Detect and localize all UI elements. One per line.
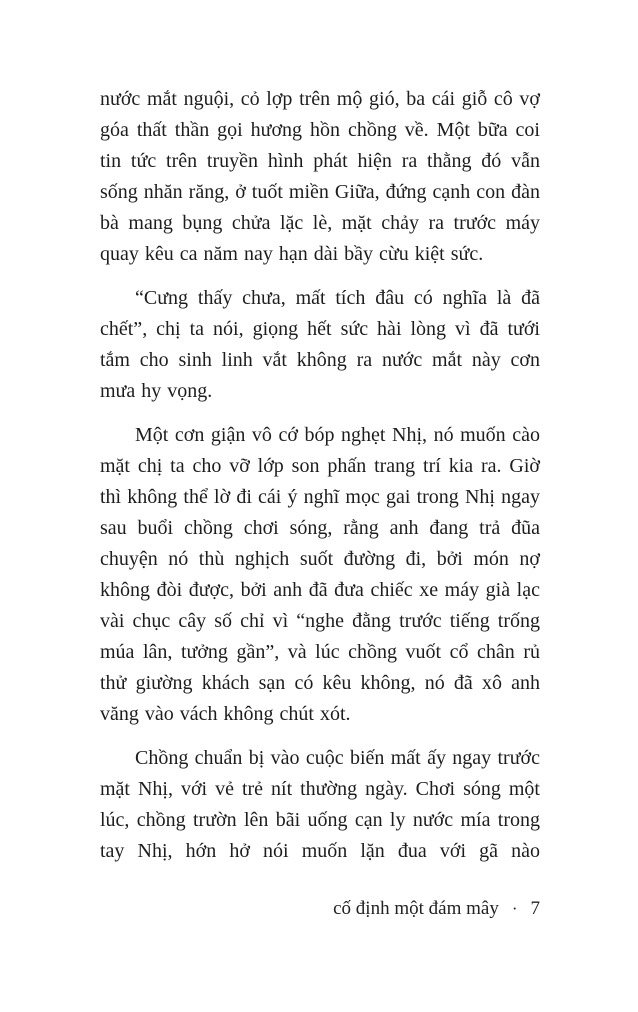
paragraph: nước mắt nguội, cỏ lợp trên mộ gió, ba cái giỗ cô vợ góa thất thần gọi hương hồn chồng về. Một bữa coi tin tức trên truyền hình phát hiện ra thằng đó vẫn sống nhăn răng, ở tuốt miền Giữa, đứng cạnh con đàn bà mang bụng chửa lặc lè, mặt chảy ra trước máy quay kêu ca năm nay hạn dài bầy cừu kiệt sức. [100,88,540,265]
footer-separator-dot: · [511,899,518,918]
paragraph: Một cơn giận vô cớ bóp nghẹt Nhị, nó muốn cào mặt chị ta cho vỡ lớp son phấn trang trí kia ra. Giờ thì không thể lờ đi cái ý nghĩ mọc gai trong Nhị ngay sau buổi chồng chơi sóng, rằng anh đang trả đũa chuyện nó thù nghịch suốt đường đi, bởi món nợ không đòi được, bởi anh đã đưa chiếc xe máy già lạc vài chục cây số chỉ vì “nghe đằng trước tiếng trống múa lân, tưởng gần”, và lúc chồng vuốt cổ chân rủ thử giường khách sạn có kêu không, nó đã xô anh văng vào vách không chút xót. [100,424,540,725]
paragraph: “Cưng thấy chưa, mất tích đâu có nghĩa là đã chết”, chị ta nói, giọng hết sức hài lòng vì đã tưới tắm cho sinh linh vắt không ra nước mắt này cơn mưa hy vọng. [100,287,540,402]
body-text [100,84,540,880]
footer-page-number: 7 [530,898,540,919]
paragraph: Chồng chuẩn bị vào cuộc biến mất ấy ngay trước mặt Nhị, với vẻ trẻ nít thường ngày. Chơi sóng một lúc, chồng trườn lên bãi uống cạn ly nước mía trong tay Nhị, hớn hở nói muốn lặn đua với gã nào [100,747,540,862]
running-footer [100,894,540,924]
footer-book-title: cố định một đám mây [333,898,499,919]
